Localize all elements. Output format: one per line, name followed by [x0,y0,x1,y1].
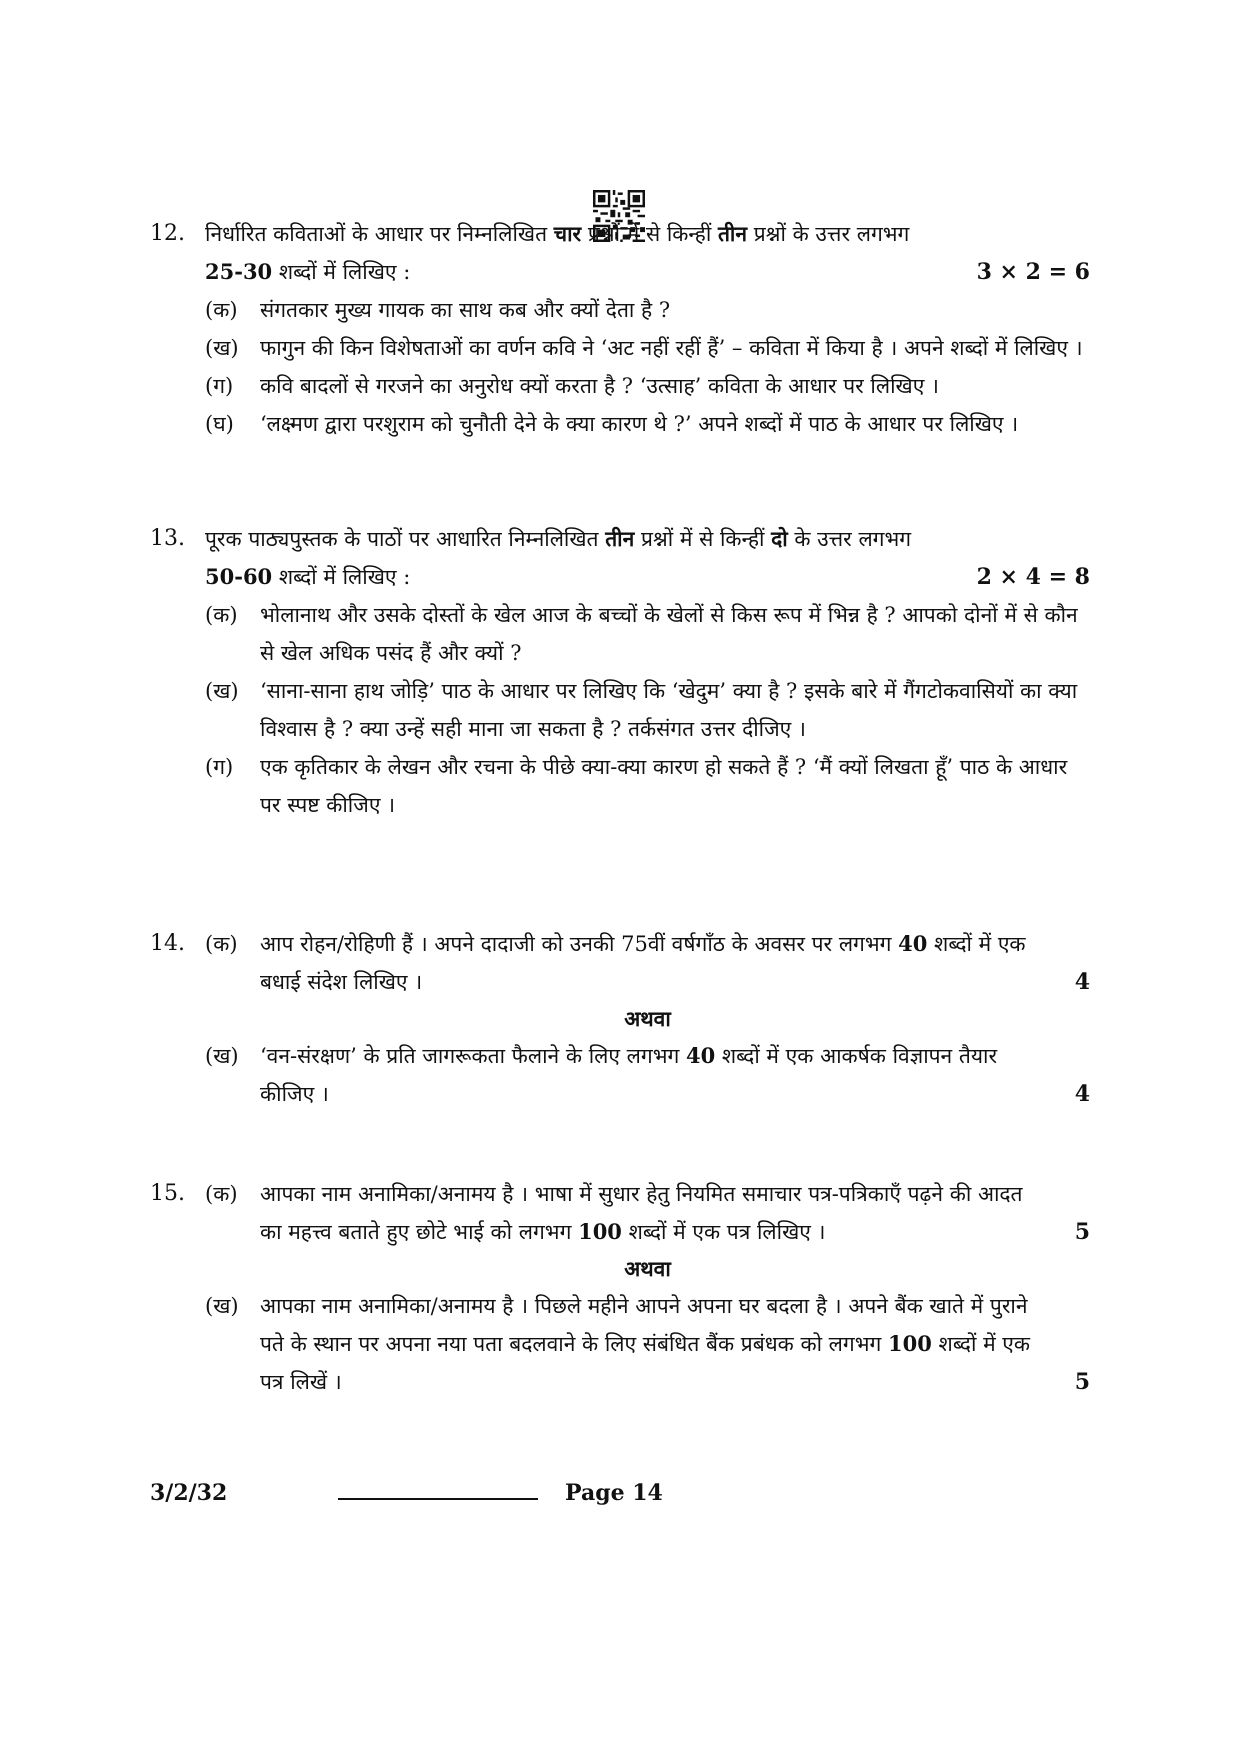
question-15 [150,1175,1090,1401]
question-number: 14. [150,931,185,956]
page-number: Page 14 [565,1480,663,1506]
sub-question: (ख) ‘साना-साना हाथ जोड़ि’ पाठ के आधार पर लिखिए कि ‘खेदुम’ क्या है ? इसके बारे में गैंगटोकवासियों का क्या विश्वास है ? क्या उन्हें सही माना जा सकता है ? तर्कसंगत उत्तर दीजिए । [205,679,1078,741]
sub-question: (ख) फागुन की किन विशेषताओं का वर्णन कवि ने ‘अट नहीं रहीं हैं’ – कविता में किया है । अपने शब्दों में लिखिए । [205,336,1083,360]
sub-question: (क) संगतकार मुख्य गायक का साथ कब और क्यों देता है ? [205,298,671,322]
paper-code: 3/2/32 [150,1480,228,1506]
sub-question: (क) भोलानाथ और उसके दोस्तों के खेल आज के बच्चों के खेलों से किस रूप में भिन्न है ? आपको दोनों में से कौन से खेल अधिक पसंद हैं और क्यों ? [205,603,1078,665]
sub-question: (घ) ‘लक्ष्मण द्वारा परशुराम को चुनौती देने के क्या कारण थे ?’ अपने शब्दों में पाठ के आधार पर लिखिए । [205,412,1019,436]
question-stem-line-2: 50-60 शब्दों में लिखिए : 2 × 4 = 8 [205,558,1090,596]
question-stem-line-2: 25-30 शब्दों में लिखिए : 3 × 2 = 6 [205,253,1090,291]
page-footer [150,1480,1090,1520]
question-12 [150,215,1090,443]
question-stem: पूरक पाठ्यपुस्तक के पाठों पर आधारित निम्नलिखित तीन प्रश्नों में से किन्हीं दो के उत्तर लगभग [205,526,912,551]
marks: 4 [1074,1081,1090,1107]
sub-question: (ख) ‘वन-संरक्षण’ के प्रति जागरूकता फैलाने के लिए लगभग 40 शब्दों में एक आकर्षक विज्ञापन तैयार कीजिए । 4 [205,1037,1090,1113]
sub-question: (ख) आपका नाम अनामिका/अनामय है । पिछले महीने आपने अपना घर बदला है । अपने बैंक खाते में पुराने पते के स्थान पर अपना नया पता बदलवाने के लिए संबंधित बैंक प्रबंधक को लगभग 100 शब्दों में एक पत्र लिखें । 5 [205,1287,1090,1401]
or-divider: अथवा [624,1256,671,1281]
sub-question: (क) आप रोहन/रोहिणी हैं । अपने दादाजी को उनकी 75वीं वर्षगाँठ के अवसर पर लगभग 40 शब्दों में एक बधाई संदेश लिखिए । 4 [205,925,1090,1001]
marks: 5 [1074,1219,1090,1245]
or-divider: अथवा [624,1006,671,1031]
question-13 [150,520,1090,824]
question-number: 12. [150,221,185,246]
question-14 [150,925,1090,1113]
marks: 2 × 4 = 8 [976,564,1090,590]
sub-question: (ग) कवि बादलों से गरजने का अनुरोध क्यों करता है ? ‘उत्साह’ कविता के आधार पर लिखिए । [205,374,939,398]
question-number: 13. [150,526,185,551]
footer-rule [338,1498,538,1500]
question-number: 15. [150,1181,185,1206]
sub-question: (ग) एक कृतिकार के लेखन और रचना के पीछे क्या-क्या कारण हो सकते हैं ? ‘मैं क्यों लिखता हूँ’ पाठ के आधार पर स्पष्ट कीजिए । [205,755,1068,817]
marks: 4 [1074,969,1090,995]
marks: 3 × 2 = 6 [976,259,1090,285]
marks: 5 [1074,1369,1090,1395]
question-stem: निर्धारित कविताओं के आधार पर निम्नलिखित चार प्रश्नों में से किन्हीं तीन प्रश्नों के उत्तर लगभग [205,221,910,246]
sub-question: (क) आपका नाम अनामिका/अनामय है । भाषा में सुधार हेतु नियमित समाचार पत्र-पत्रिकाएँ पढ़ने की आदत का महत्त्व बताते हुए छोटे भाई को लगभग 100 शब्दों में एक पत्र लिखिए । 5 [205,1175,1090,1251]
